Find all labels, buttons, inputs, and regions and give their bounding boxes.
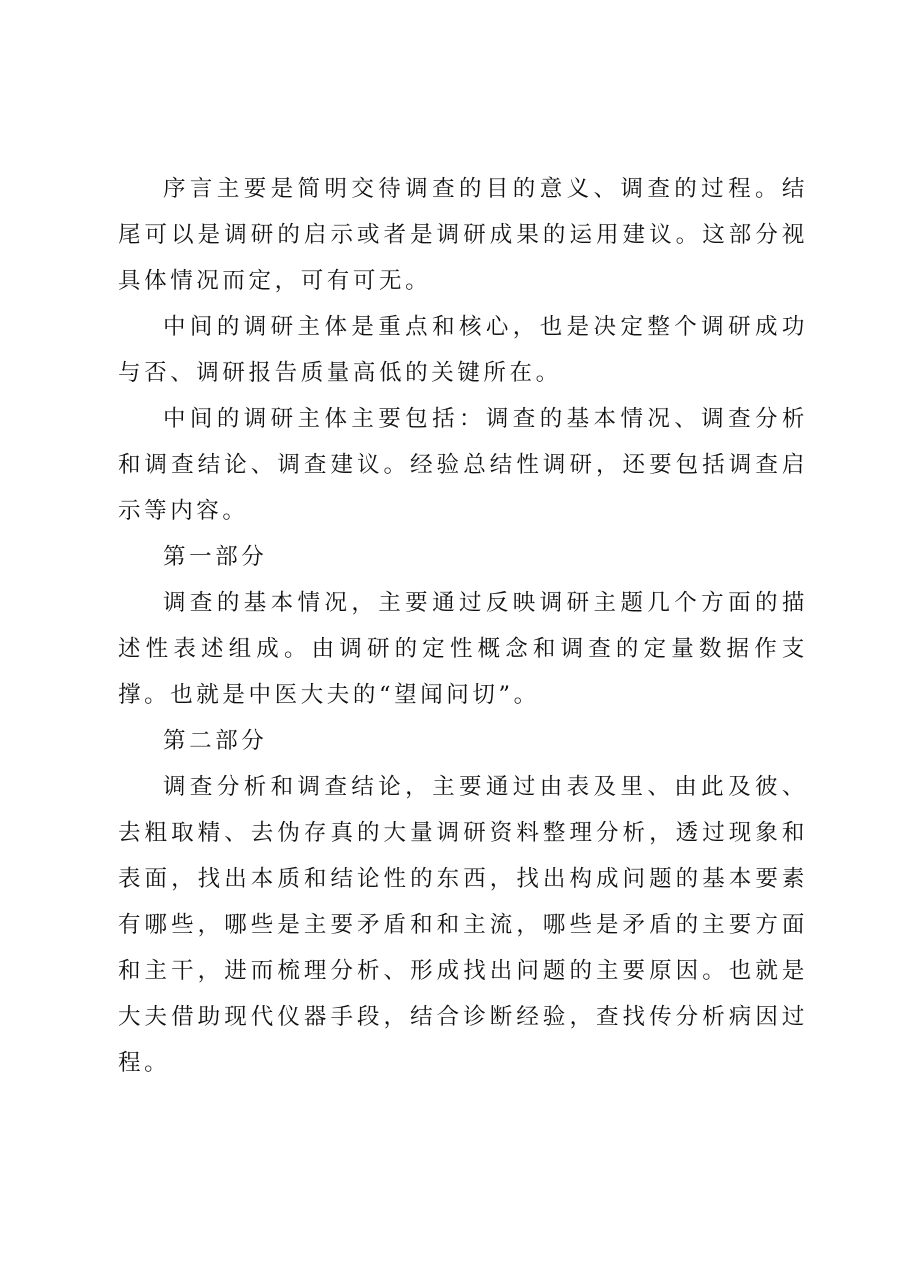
- paragraph-preface: 序言主要是简明交待调查的目的意义、调查的过程。结尾可以是调研的启示或者是调研成果的运用建议。这部分视具体情况而定，可有可无。: [118, 176, 808, 294]
- paragraph-analysis-conclusion: 调查分析和调查结论，主要通过由表及里、由此及彼、去粗取精、去伪存真的大量调研资料整理分析，透过现象和表面，找出本质和结论性的东西，找出构成问题的基本要素有哪些，哪些是主要矛盾和和主流，哪些是矛盾的主要方面和主干，进而梳理分析、形成找出问题的主要原因。也就是大夫借助现代仪器手段，结合诊断经验，查找传分析病因过程。: [118, 774, 808, 1076]
- section-heading-part-one: 第一部分: [163, 544, 268, 570]
- section-heading-part-two: 第二部分: [163, 728, 268, 754]
- document-body: [118, 166, 808, 1086]
- paragraph-main-body-contents: 中间的调研主体主要包括：调查的基本情况、调查分析和调查结论、调查建议。经验总结性调研，还要包括调查启示等内容。: [118, 406, 808, 524]
- paragraph-basic-situation: 调查的基本情况，主要通过反映调研主题几个方面的描述性表述组成。由调研的定性概念和调查的定量数据作支撑。也就是中医大夫的“望闻问切”。: [118, 590, 808, 708]
- paragraph-main-body-core: 中间的调研主体是重点和核心，也是决定整个调研成功与否、调研报告质量高低的关键所在。: [118, 314, 808, 386]
